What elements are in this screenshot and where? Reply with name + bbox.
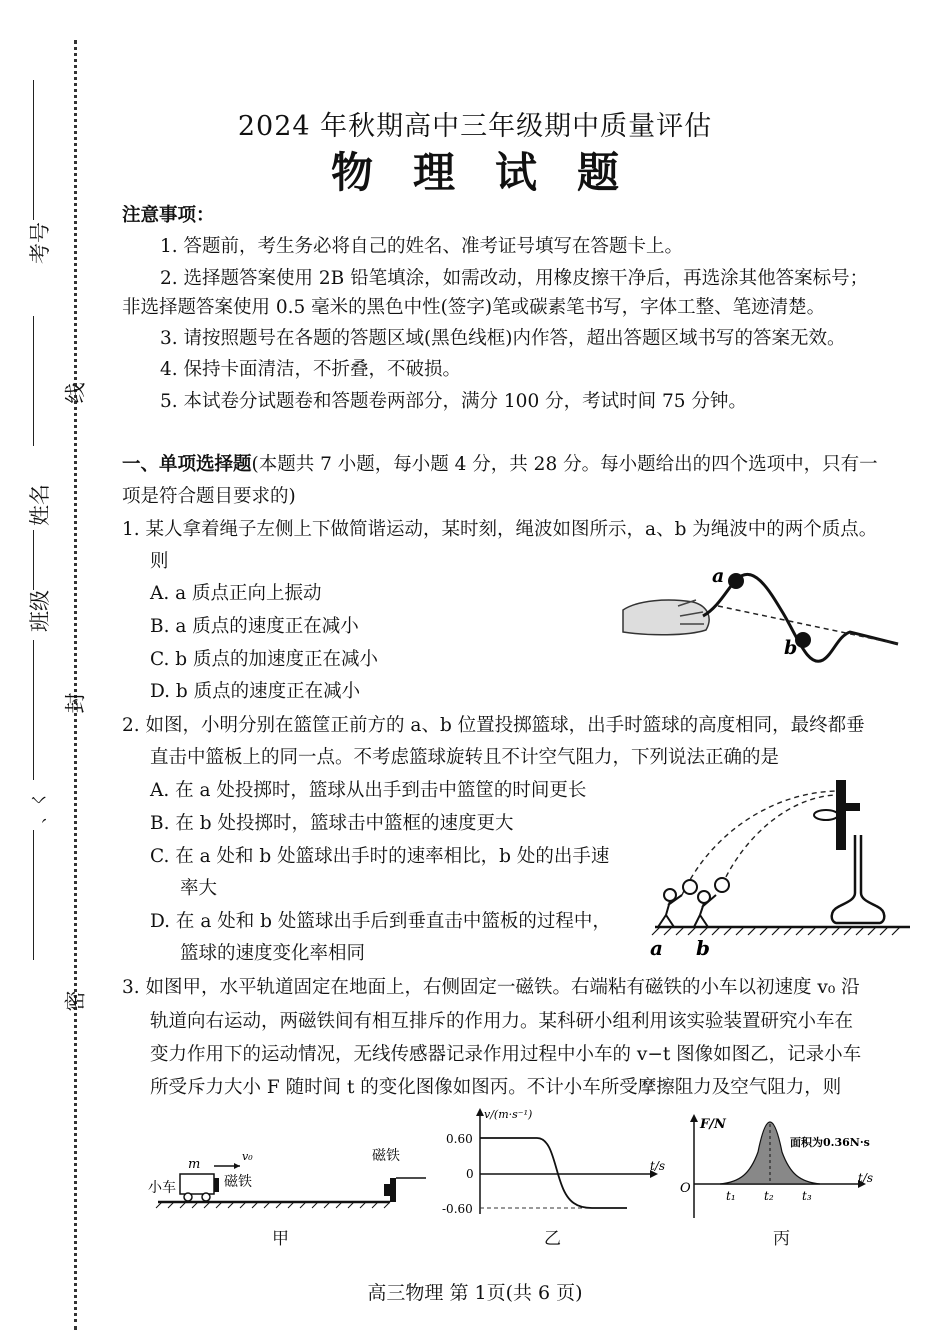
- player-b: [694, 891, 716, 927]
- t1-label: t₁: [726, 1189, 736, 1203]
- particle-b: [795, 632, 811, 648]
- hoop-pole: [846, 803, 860, 811]
- fixed-magnet: [384, 1184, 390, 1196]
- q3-figure-yi-vt-chart: [442, 1106, 672, 1218]
- caption-bing: 丙: [773, 1229, 790, 1249]
- car-magnet: [214, 1178, 219, 1192]
- tick-neg060: -0.60: [442, 1202, 473, 1216]
- side-mark: 、く: [29, 791, 49, 824]
- player-a: [658, 889, 682, 927]
- q2-stem-cont: 直击中篮板上的同一点。不考虑篮球旋转且不计空气阻力，下列说法正确的是: [150, 747, 780, 768]
- q3-stem-cont: 变力作用下的运动情况，无线传感器记录作用过程中小车的 v−t 图像如图乙，记录小车: [150, 1044, 862, 1065]
- ball-a: [683, 880, 697, 894]
- section-desc-cont: 项是符合题目要求的): [122, 486, 296, 507]
- position-a-label: a: [650, 936, 663, 960]
- tick-0: 0: [466, 1167, 474, 1181]
- ball-b: [715, 878, 729, 892]
- label-b: b: [784, 637, 798, 659]
- particle-a: [728, 573, 744, 589]
- notice-item: 非选择题答案使用 0.5 毫米的黑色中性(签字)笔或碳素笔书写，字体工整、笔迹清楚。: [122, 297, 826, 318]
- q2-basketball-figure: [640, 775, 915, 970]
- q3-figure-bing-ft-chart: [680, 1112, 900, 1222]
- y-axis-arrow: [690, 1114, 698, 1122]
- subject-title: 物理试题: [330, 148, 659, 197]
- q1-stem-cont: 则: [150, 551, 169, 572]
- q2-option-b: B. 在 b 处投掷时，篮球击中篮框的速度更大: [150, 813, 514, 834]
- notice-item: 4. 保持卡面清洁，不折叠，不破损。: [160, 359, 462, 380]
- xingming-label: 姓名: [28, 484, 52, 526]
- q1-stem: 1. 某人拿着绳子左侧上下做简谐运动，某时刻，绳波如图所示，a、b 为绳波中的两个质点。: [122, 519, 878, 540]
- page-footer: 高三物理 第 1页(共 6 页): [367, 1282, 583, 1304]
- car-wheel: [202, 1193, 210, 1201]
- notice-item: 2. 选择题答案使用 2B 铅笔填涂，如需改动，用橡皮擦干净后，再选涂其他答案标号；: [160, 268, 869, 289]
- q1-rope-wave-figure: [618, 558, 908, 678]
- x-axis-label: t/s: [650, 1159, 666, 1173]
- q2-option-d: D. 在 a 处和 b 处篮球出手后到垂直击中篮板的过程中，: [150, 911, 611, 932]
- notice-heading: 注意事项：: [122, 205, 215, 226]
- q2-option-a: A. 在 a 处投掷时，篮球从出手到击中篮筐的时间更长: [150, 780, 587, 801]
- section-desc: (本题共 7 小题，每小题 4 分，共 28 分。每小题给出的四个选项中，只有一: [251, 454, 878, 475]
- car-wheel: [184, 1193, 192, 1201]
- caption-yi: 乙: [544, 1229, 561, 1249]
- side-underline-lower: [33, 830, 34, 960]
- xian-mark: 线: [63, 382, 88, 404]
- q2-option-c-cont: 率大: [180, 878, 218, 899]
- vt-curve: [480, 1138, 627, 1208]
- fixed-magnet-label: 磁铁: [372, 1148, 400, 1164]
- position-b-label: b: [696, 936, 710, 960]
- banji-underline-upper: [33, 530, 34, 590]
- binding-dotted-line: [74, 40, 77, 1330]
- notice-item: 3. 请按照题号在各题的答题区域(黑色线框)内作答，超出答题区域书写的答案无效。: [160, 328, 846, 349]
- t3-label: t₃: [802, 1189, 812, 1203]
- xingming-underline: [33, 316, 34, 446]
- q3-figure-jia: [140, 1138, 430, 1213]
- velocity-arrowhead: [234, 1163, 240, 1169]
- label-a: a: [712, 565, 725, 587]
- caption-jia: 甲: [272, 1229, 289, 1249]
- mass-label: m: [188, 1157, 201, 1172]
- section-heading: 一、单项选择题: [122, 454, 252, 475]
- mi-mark: 密: [63, 990, 88, 1012]
- area-annotation: 面积为0.36N·s: [790, 1136, 870, 1149]
- x-axis-label: t/s: [858, 1171, 874, 1185]
- notice-item: 1. 答题前，考生务必将自己的姓名、准考证号填写在答题卡上。: [160, 236, 684, 257]
- origin-label: O: [680, 1181, 691, 1196]
- car-label: 小车: [148, 1180, 176, 1196]
- tick-060: 0.60: [446, 1132, 473, 1146]
- trajectory-a: [682, 791, 836, 895]
- q1-option-c: C. b 质点的加速度正在减小: [150, 649, 378, 670]
- q2-stem: 2. 如图，小明分别在篮筐正前方的 a、b 位置投掷篮球，出手时篮球的高度相同，最终都垂: [122, 715, 865, 736]
- banji-label: 班级: [28, 590, 52, 632]
- y-axis-label: F/N: [700, 1117, 726, 1132]
- trajectory-b: [722, 795, 836, 885]
- q3-stem: 3. 如图甲，水平轨道固定在地面上，右侧固定一磁铁。右端粘有磁铁的小车以初速度 v₀ 沿: [122, 977, 860, 998]
- q1-option-b: B. a 质点的速度正在减小: [150, 616, 359, 637]
- q2-option-c: C. 在 a 处和 b 处篮球出手时的速率相比，b 处的出手速: [150, 846, 610, 867]
- q2-option-d-cont: 篮球的速度变化率相同: [180, 943, 366, 964]
- hoop-ring: [814, 810, 838, 820]
- v0-label: v₀: [242, 1150, 253, 1163]
- t2-label: t₂: [764, 1189, 774, 1203]
- y-axis-label: v/(m·s⁻¹): [484, 1108, 533, 1121]
- feng-mark: 封: [63, 692, 88, 714]
- notice-item: 5. 本试卷分试题卷和答题卷两部分，满分 100 分，考试时间 75 分钟。: [160, 391, 747, 412]
- hand-shape: [623, 600, 709, 635]
- y-axis-arrow: [476, 1108, 484, 1116]
- kaohao-label: 考号: [28, 222, 52, 264]
- fixed-magnet-support: [390, 1178, 396, 1202]
- q3-stem-cont: 轨道向右运动，两磁铁间有相互排斥的作用力。某科研小组利用该实验装置研究小车在: [150, 1011, 854, 1032]
- q1-option-a: A. a 质点正向上振动: [150, 583, 322, 604]
- exam-title: 2024 年秋期高中三年级期中质量评估: [237, 111, 713, 142]
- q1-option-d: D. b 质点的速度正在减小: [150, 681, 361, 702]
- banji-underline: [33, 640, 34, 780]
- car-magnet-label: 磁铁: [224, 1174, 252, 1190]
- car-body: [180, 1174, 214, 1194]
- section-heading-line: [122, 449, 878, 481]
- q3-stem-cont: 所受斥力大小 F 随时间 t 的变化图像如图丙。不计小车所受摩擦阻力及空气阻力，则: [150, 1077, 842, 1098]
